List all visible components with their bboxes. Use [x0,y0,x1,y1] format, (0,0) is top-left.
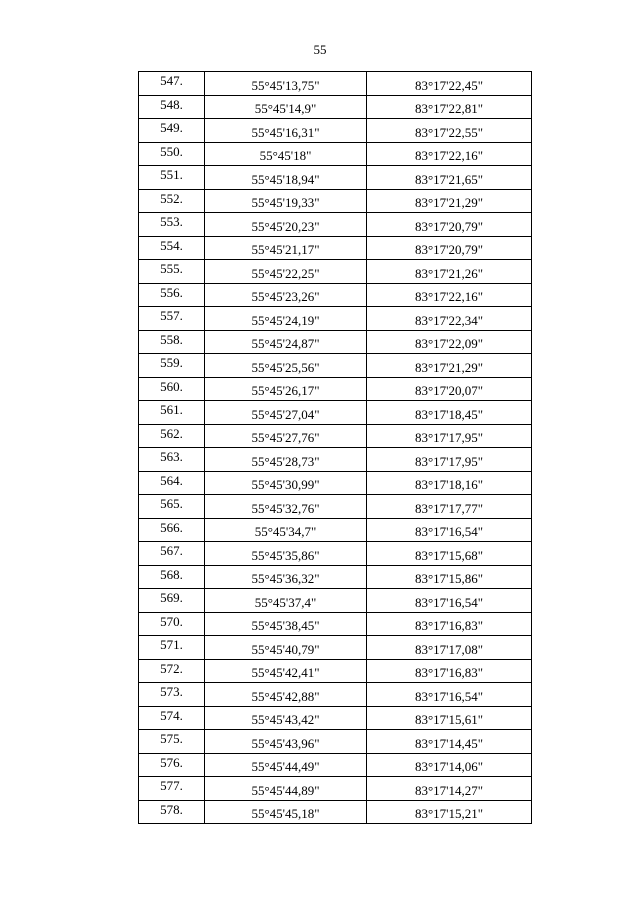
latitude-cell: 55°45'35,86" [205,542,367,566]
longitude-cell: 83°17'22,81" [367,95,532,119]
coordinates-table [138,71,532,824]
latitude-cell: 55°45'18,94" [205,166,367,190]
latitude-cell: 55°45'19,33" [205,189,367,213]
point-number-cell: 550. [139,142,205,166]
table-row [139,800,532,824]
table-row [139,495,532,519]
table-row [139,448,532,472]
table-row [139,189,532,213]
table-row [139,730,532,754]
table-row [139,542,532,566]
longitude-cell: 83°17'21,29" [367,354,532,378]
latitude-cell: 55°45'16,31" [205,119,367,143]
latitude-cell: 55°45'28,73" [205,448,367,472]
table-row [139,471,532,495]
latitude-cell: 55°45'26,17" [205,377,367,401]
latitude-cell: 55°45'34,7" [205,518,367,542]
longitude-cell: 83°17'22,55" [367,119,532,143]
table-row [139,777,532,801]
table-row [139,589,532,613]
table-row [139,706,532,730]
table-row [139,307,532,331]
longitude-cell: 83°17'20,79" [367,213,532,237]
longitude-cell: 83°17'17,95" [367,448,532,472]
latitude-cell: 55°45'45,18" [205,800,367,824]
latitude-cell: 55°45'14,9" [205,95,367,119]
latitude-cell: 55°45'43,96" [205,730,367,754]
point-number-cell: 570. [139,612,205,636]
point-number-cell: 576. [139,753,205,777]
longitude-cell: 83°17'15,68" [367,542,532,566]
table-row [139,95,532,119]
longitude-cell: 83°17'17,77" [367,495,532,519]
table-row [139,213,532,237]
longitude-cell: 83°17'22,09" [367,330,532,354]
point-number-cell: 578. [139,800,205,824]
longitude-cell: 83°17'21,65" [367,166,532,190]
point-number-cell: 569. [139,589,205,613]
longitude-cell: 83°17'16,54" [367,683,532,707]
latitude-cell: 55°45'40,79" [205,636,367,660]
table-row [139,283,532,307]
point-number-cell: 556. [139,283,205,307]
longitude-cell: 83°17'17,95" [367,424,532,448]
point-number-cell: 547. [139,72,205,96]
latitude-cell: 55°45'23,26" [205,283,367,307]
longitude-cell: 83°17'16,54" [367,518,532,542]
table-row [139,142,532,166]
longitude-cell: 83°17'14,45" [367,730,532,754]
point-number-cell: 564. [139,471,205,495]
coordinates-table-body [139,72,532,824]
longitude-cell: 83°17'15,86" [367,565,532,589]
point-number-cell: 561. [139,401,205,425]
point-number-cell: 571. [139,636,205,660]
page-number: 55 [313,42,327,57]
table-row [139,377,532,401]
table-row [139,753,532,777]
table-row [139,401,532,425]
table-row [139,354,532,378]
point-number-cell: 567. [139,542,205,566]
latitude-cell: 55°45'24,87" [205,330,367,354]
longitude-cell: 83°17'17,08" [367,636,532,660]
longitude-cell: 83°17'14,27" [367,777,532,801]
point-number-cell: 554. [139,236,205,260]
point-number-cell: 560. [139,377,205,401]
latitude-cell: 55°45'21,17" [205,236,367,260]
point-number-cell: 574. [139,706,205,730]
point-number-cell: 552. [139,189,205,213]
point-number-cell: 575. [139,730,205,754]
longitude-cell: 83°17'22,45" [367,72,532,96]
latitude-cell: 55°45'22,25" [205,260,367,284]
latitude-cell: 55°45'44,89" [205,777,367,801]
longitude-cell: 83°17'18,16" [367,471,532,495]
latitude-cell: 55°45'32,76" [205,495,367,519]
table-row [139,565,532,589]
latitude-cell: 55°45'42,41" [205,659,367,683]
latitude-cell: 55°45'18" [205,142,367,166]
longitude-cell: 83°17'16,83" [367,612,532,636]
longitude-cell: 83°17'18,45" [367,401,532,425]
table-row [139,518,532,542]
latitude-cell: 55°45'24,19" [205,307,367,331]
point-number-cell: 572. [139,659,205,683]
table-row [139,659,532,683]
latitude-cell: 55°45'27,04" [205,401,367,425]
longitude-cell: 83°17'22,34" [367,307,532,331]
longitude-cell: 83°17'20,79" [367,236,532,260]
point-number-cell: 562. [139,424,205,448]
longitude-cell: 83°17'20,07" [367,377,532,401]
longitude-cell: 83°17'14,06" [367,753,532,777]
latitude-cell: 55°45'37,4" [205,589,367,613]
latitude-cell: 55°45'36,32" [205,565,367,589]
longitude-cell: 83°17'15,21" [367,800,532,824]
table-row [139,612,532,636]
point-number-cell: 548. [139,95,205,119]
point-number-cell: 568. [139,565,205,589]
table-row [139,260,532,284]
table-row [139,330,532,354]
point-number-cell: 553. [139,213,205,237]
point-number-cell: 563. [139,448,205,472]
table-row [139,683,532,707]
latitude-cell: 55°45'43,42" [205,706,367,730]
latitude-cell: 55°45'38,45" [205,612,367,636]
latitude-cell: 55°45'27,76" [205,424,367,448]
latitude-cell: 55°45'30,99" [205,471,367,495]
latitude-cell: 55°45'25,56" [205,354,367,378]
point-number-cell: 549. [139,119,205,143]
point-number-cell: 559. [139,354,205,378]
table-row [139,236,532,260]
longitude-cell: 83°17'15,61" [367,706,532,730]
table-row [139,72,532,96]
longitude-cell: 83°17'16,83" [367,659,532,683]
point-number-cell: 577. [139,777,205,801]
latitude-cell: 55°45'20,23" [205,213,367,237]
point-number-cell: 566. [139,518,205,542]
longitude-cell: 83°17'22,16" [367,283,532,307]
latitude-cell: 55°45'42,88" [205,683,367,707]
table-row [139,166,532,190]
longitude-cell: 83°17'21,26" [367,260,532,284]
table-row [139,636,532,660]
point-number-cell: 558. [139,330,205,354]
point-number-cell: 565. [139,495,205,519]
longitude-cell: 83°17'22,16" [367,142,532,166]
latitude-cell: 55°45'44,49" [205,753,367,777]
table-row [139,119,532,143]
point-number-cell: 573. [139,683,205,707]
point-number-cell: 551. [139,166,205,190]
point-number-cell: 557. [139,307,205,331]
table-row [139,424,532,448]
point-number-cell: 555. [139,260,205,284]
longitude-cell: 83°17'16,54" [367,589,532,613]
longitude-cell: 83°17'21,29" [367,189,532,213]
latitude-cell: 55°45'13,75" [205,72,367,96]
